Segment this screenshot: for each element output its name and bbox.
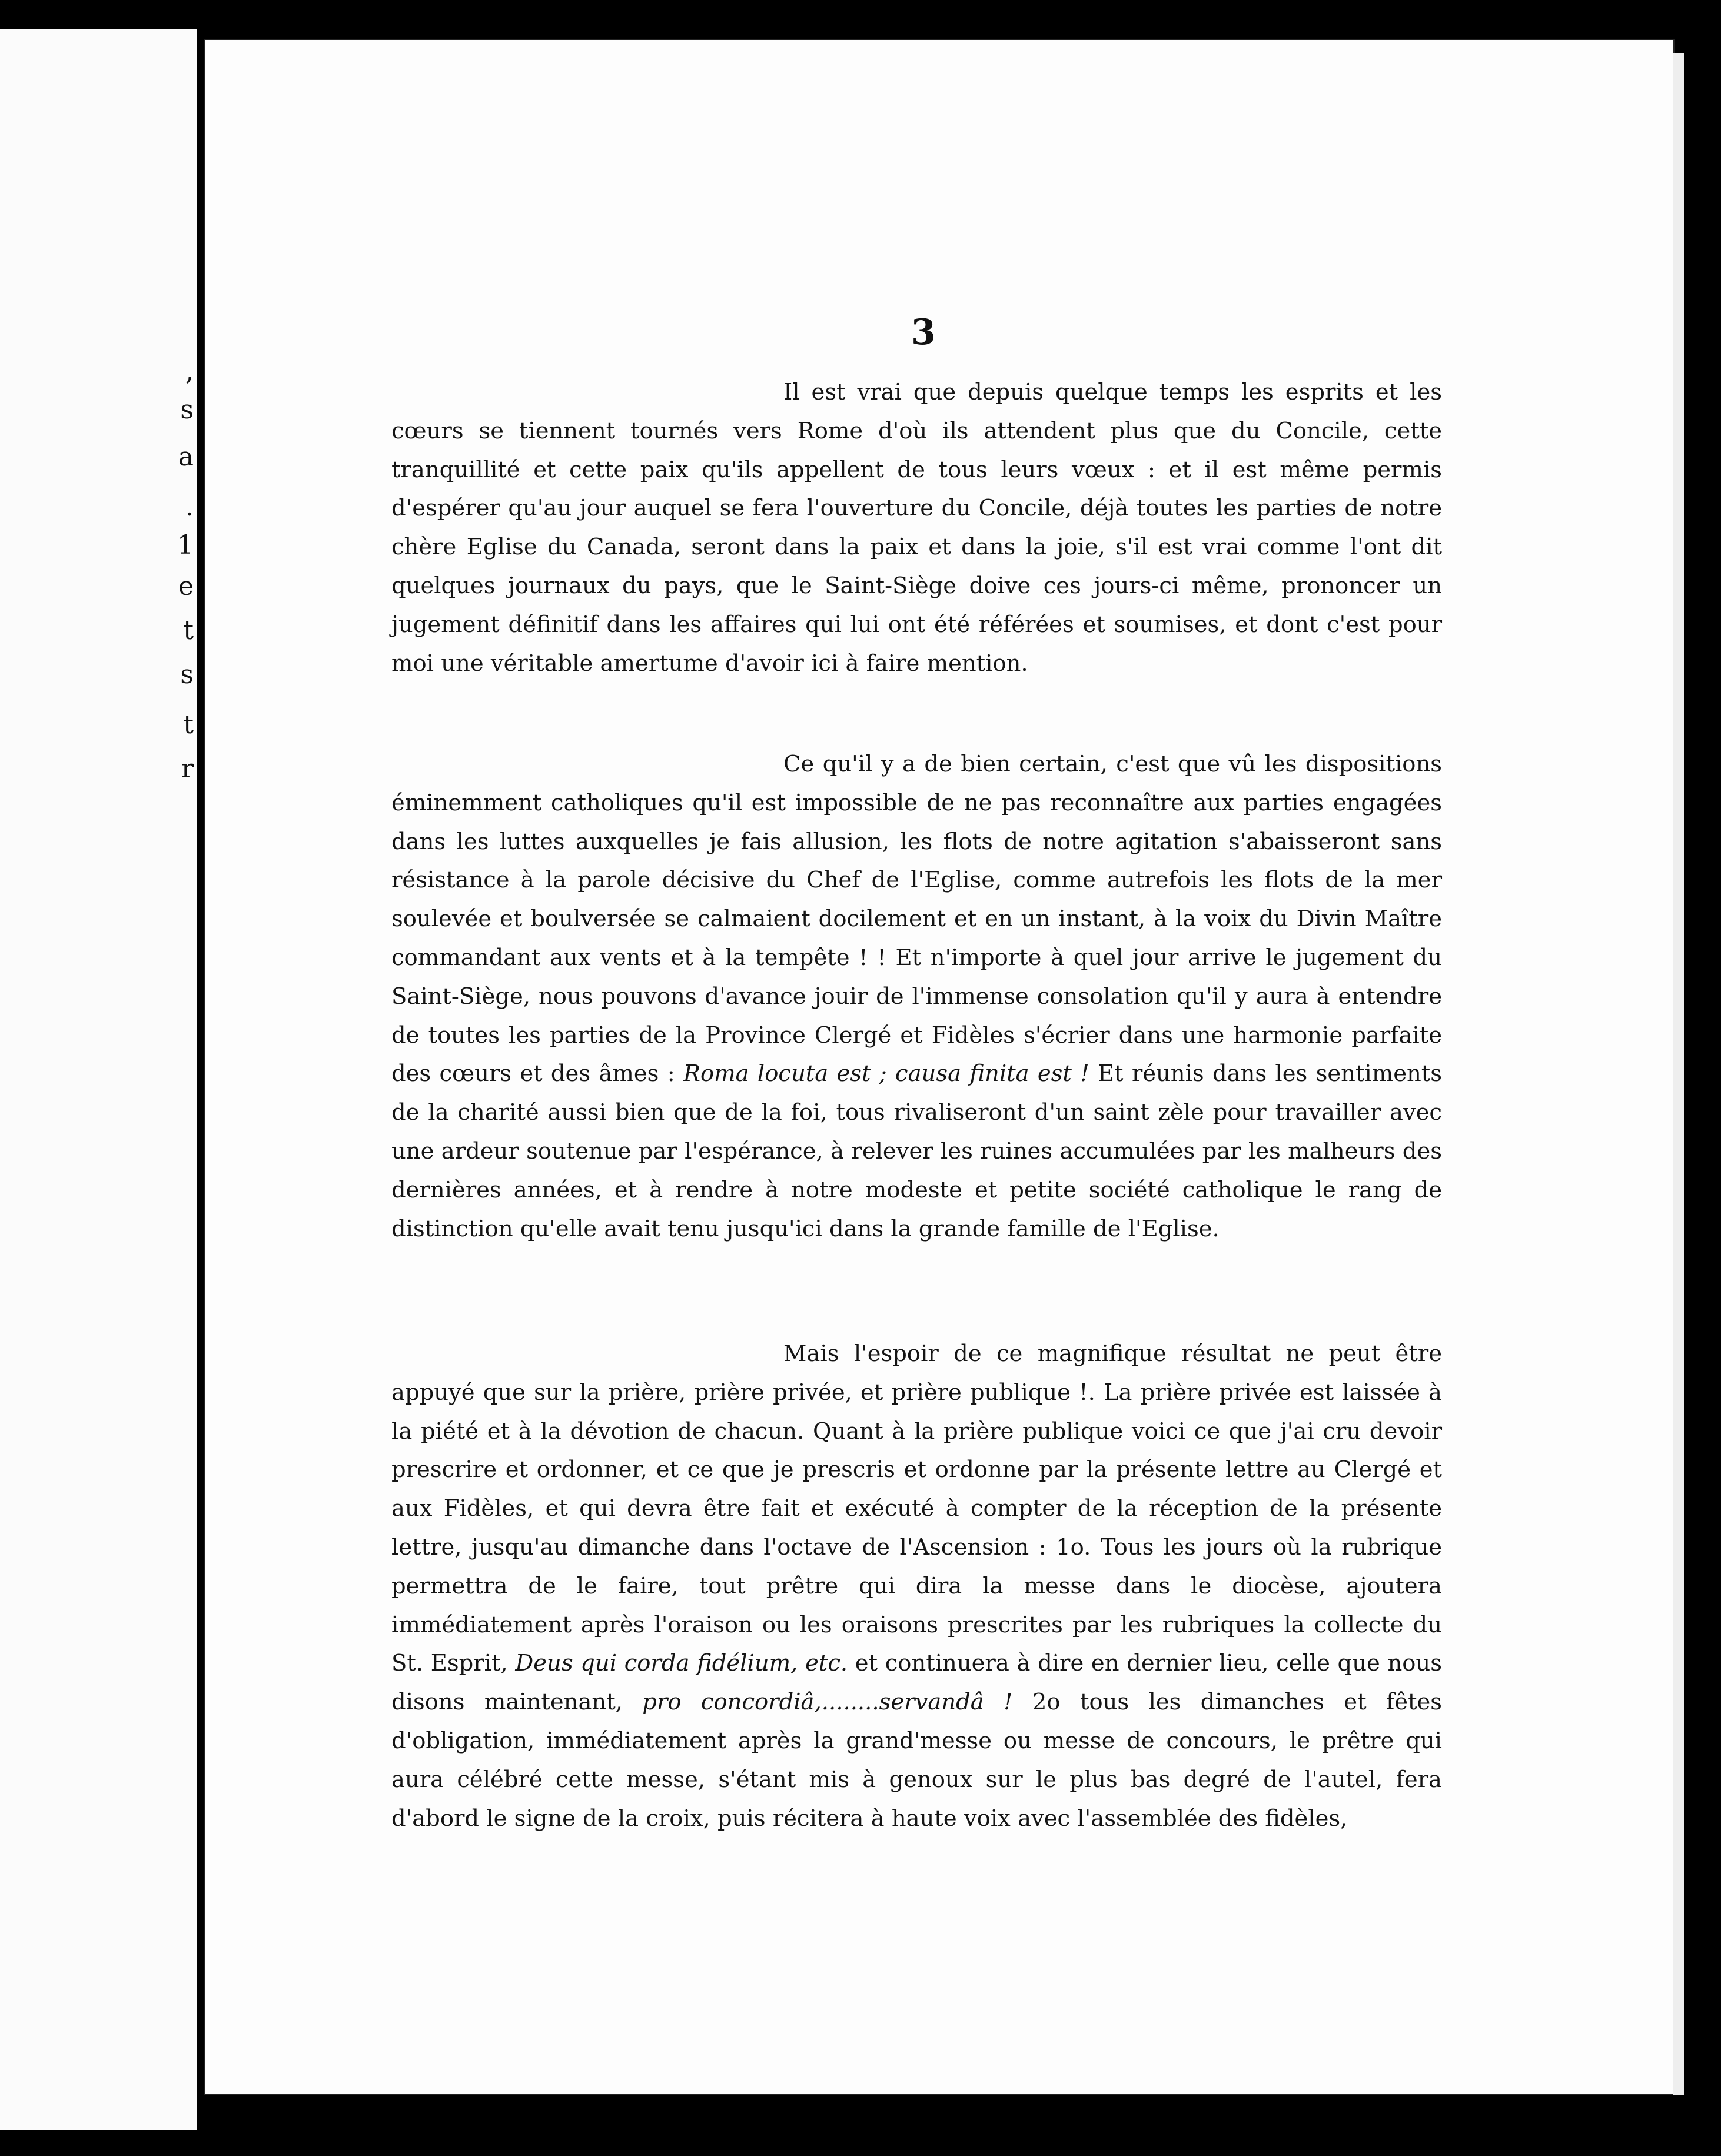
left-page-char: t [183, 710, 194, 740]
left-page-char: s [180, 395, 194, 425]
latin-prayer: pro concordiâ,........servandâ ! [642, 1689, 1013, 1716]
paragraph-text: Il est vrai que depuis quelque temps les esprits et les cœurs se tiennent tournés vers Rome d'où ils attendent plus que du Concile, cette tranquillité et cette paix qu'ils appellent de tous leurs vœux : et il est même permis d'espérer qu'au jour auquel se fera l'ouverture du Concile, déjà toutes les parties de notre chère Eglise du Canada, seront dans la paix et dans la joie, s'il est vrai comme l'ont dit quelques journaux du pays, que le Saint-Siège doive ces jours-ci même, prononcer un jugement définitif dans les affaires qui lui ont été référées et soumises, et dont c'est pour moi une véritable amertume d'avoir ici à faire mention. [391, 379, 1442, 677]
left-page-char: t [183, 615, 194, 646]
left-page-char: a [178, 442, 194, 472]
paragraph-3 [391, 1335, 1442, 1838]
page-number: 3 [911, 312, 936, 353]
paragraph-2 [391, 745, 1442, 1248]
paragraph-text: Et réunis dans les sentiments de la charité aussi bien que de la foi, tous rivaliseront d'un saint zèle pour travailler avec une ardeur soutenue par l'espérance, à relever les ruines accumulées par les malheurs des dernières années, et à rendre à notre modeste et petite société catholique le rang de distinction qu'elle avait tenu jusqu'ici dans la grande famille de l'Eglise. [391, 1060, 1443, 1242]
latin-collect: Deus qui corda fidélium, etc. [515, 1650, 848, 1677]
left-page-char: r [181, 754, 194, 784]
page-edge [1673, 53, 1684, 2095]
left-page-char: e [178, 571, 194, 601]
paragraph-1 [391, 373, 1442, 683]
paragraph-text: Mais l'espoir de ce magnifique résultat ne peut être appuyé que sur la prière, prière privée, et prière publique !. La prière privée est laissée à la piété et à la dévotion de chacun. Quant à la prière publique voici ce que j'ai cru devoir prescrire et ordonner, et ce que je prescris et ordonne par la présente lettre au Clergé et aux Fidèles, et qui devra être fait et exécuté à compter de la réception de la présente lettre, jusqu'au dimanche dans l'octave de l'Ascension : 1o. Tous les jours où la rubrique permettra de le faire, tout prêtre qui dira la messe dans le diocèse, ajoutera immédiatement après l'oraison ou les oraisons prescrites par les rubriques la collecte du St. Esprit, [391, 1340, 1442, 1677]
left-page-char: , [185, 357, 194, 387]
paragraph-text: et continuera à dire en dernier lieu, celle que nous disons maintenant, [391, 1650, 1442, 1716]
previous-page-fragment [0, 29, 197, 2130]
left-page-char: s [180, 660, 194, 690]
paragraph-text: 2o tous les dimanches et fêtes d'obligation, immédiatement après la grand'messe ou messe de concours, le prêtre qui aura célébré cette messe, s'étant mis à genoux sur le plus bas degré de l'autel, fera d'abord le signe de la croix, puis récitera à haute voix avec l'assemblée des fidèles, [391, 1689, 1442, 1832]
paragraph-text: Ce qu'il y a de bien certain, c'est que vû les dispositions éminemment catholiques qu'il est impossible de ne pas reconnaître aux parties engagées dans les luttes auxquelles je fais allusion, les flots de notre agitation s'abaisseront sans résistance à la parole décisive du Chef de l'Eglise, comme autrefois les flots de la mer soulevée et boulversée se calmaient docilement et en un instant, à la voix du Divin Maître commandant aux vents et à la tempête ! ! Et n'importe à quel jour arrive le jugement du Saint-Siège, nous pouvons d'avance jouir de l'immense consolation qu'il y aura à entendre de toutes les parties de la Province Clergé et Fidèles s'écrier dans une harmonie parfaite des cœurs et des âmes : [391, 751, 1442, 1087]
left-page-char: 1 [177, 530, 194, 560]
latin-quote: Roma locuta est ; causa finita est ! [683, 1060, 1089, 1087]
left-page-char: . [185, 492, 194, 522]
